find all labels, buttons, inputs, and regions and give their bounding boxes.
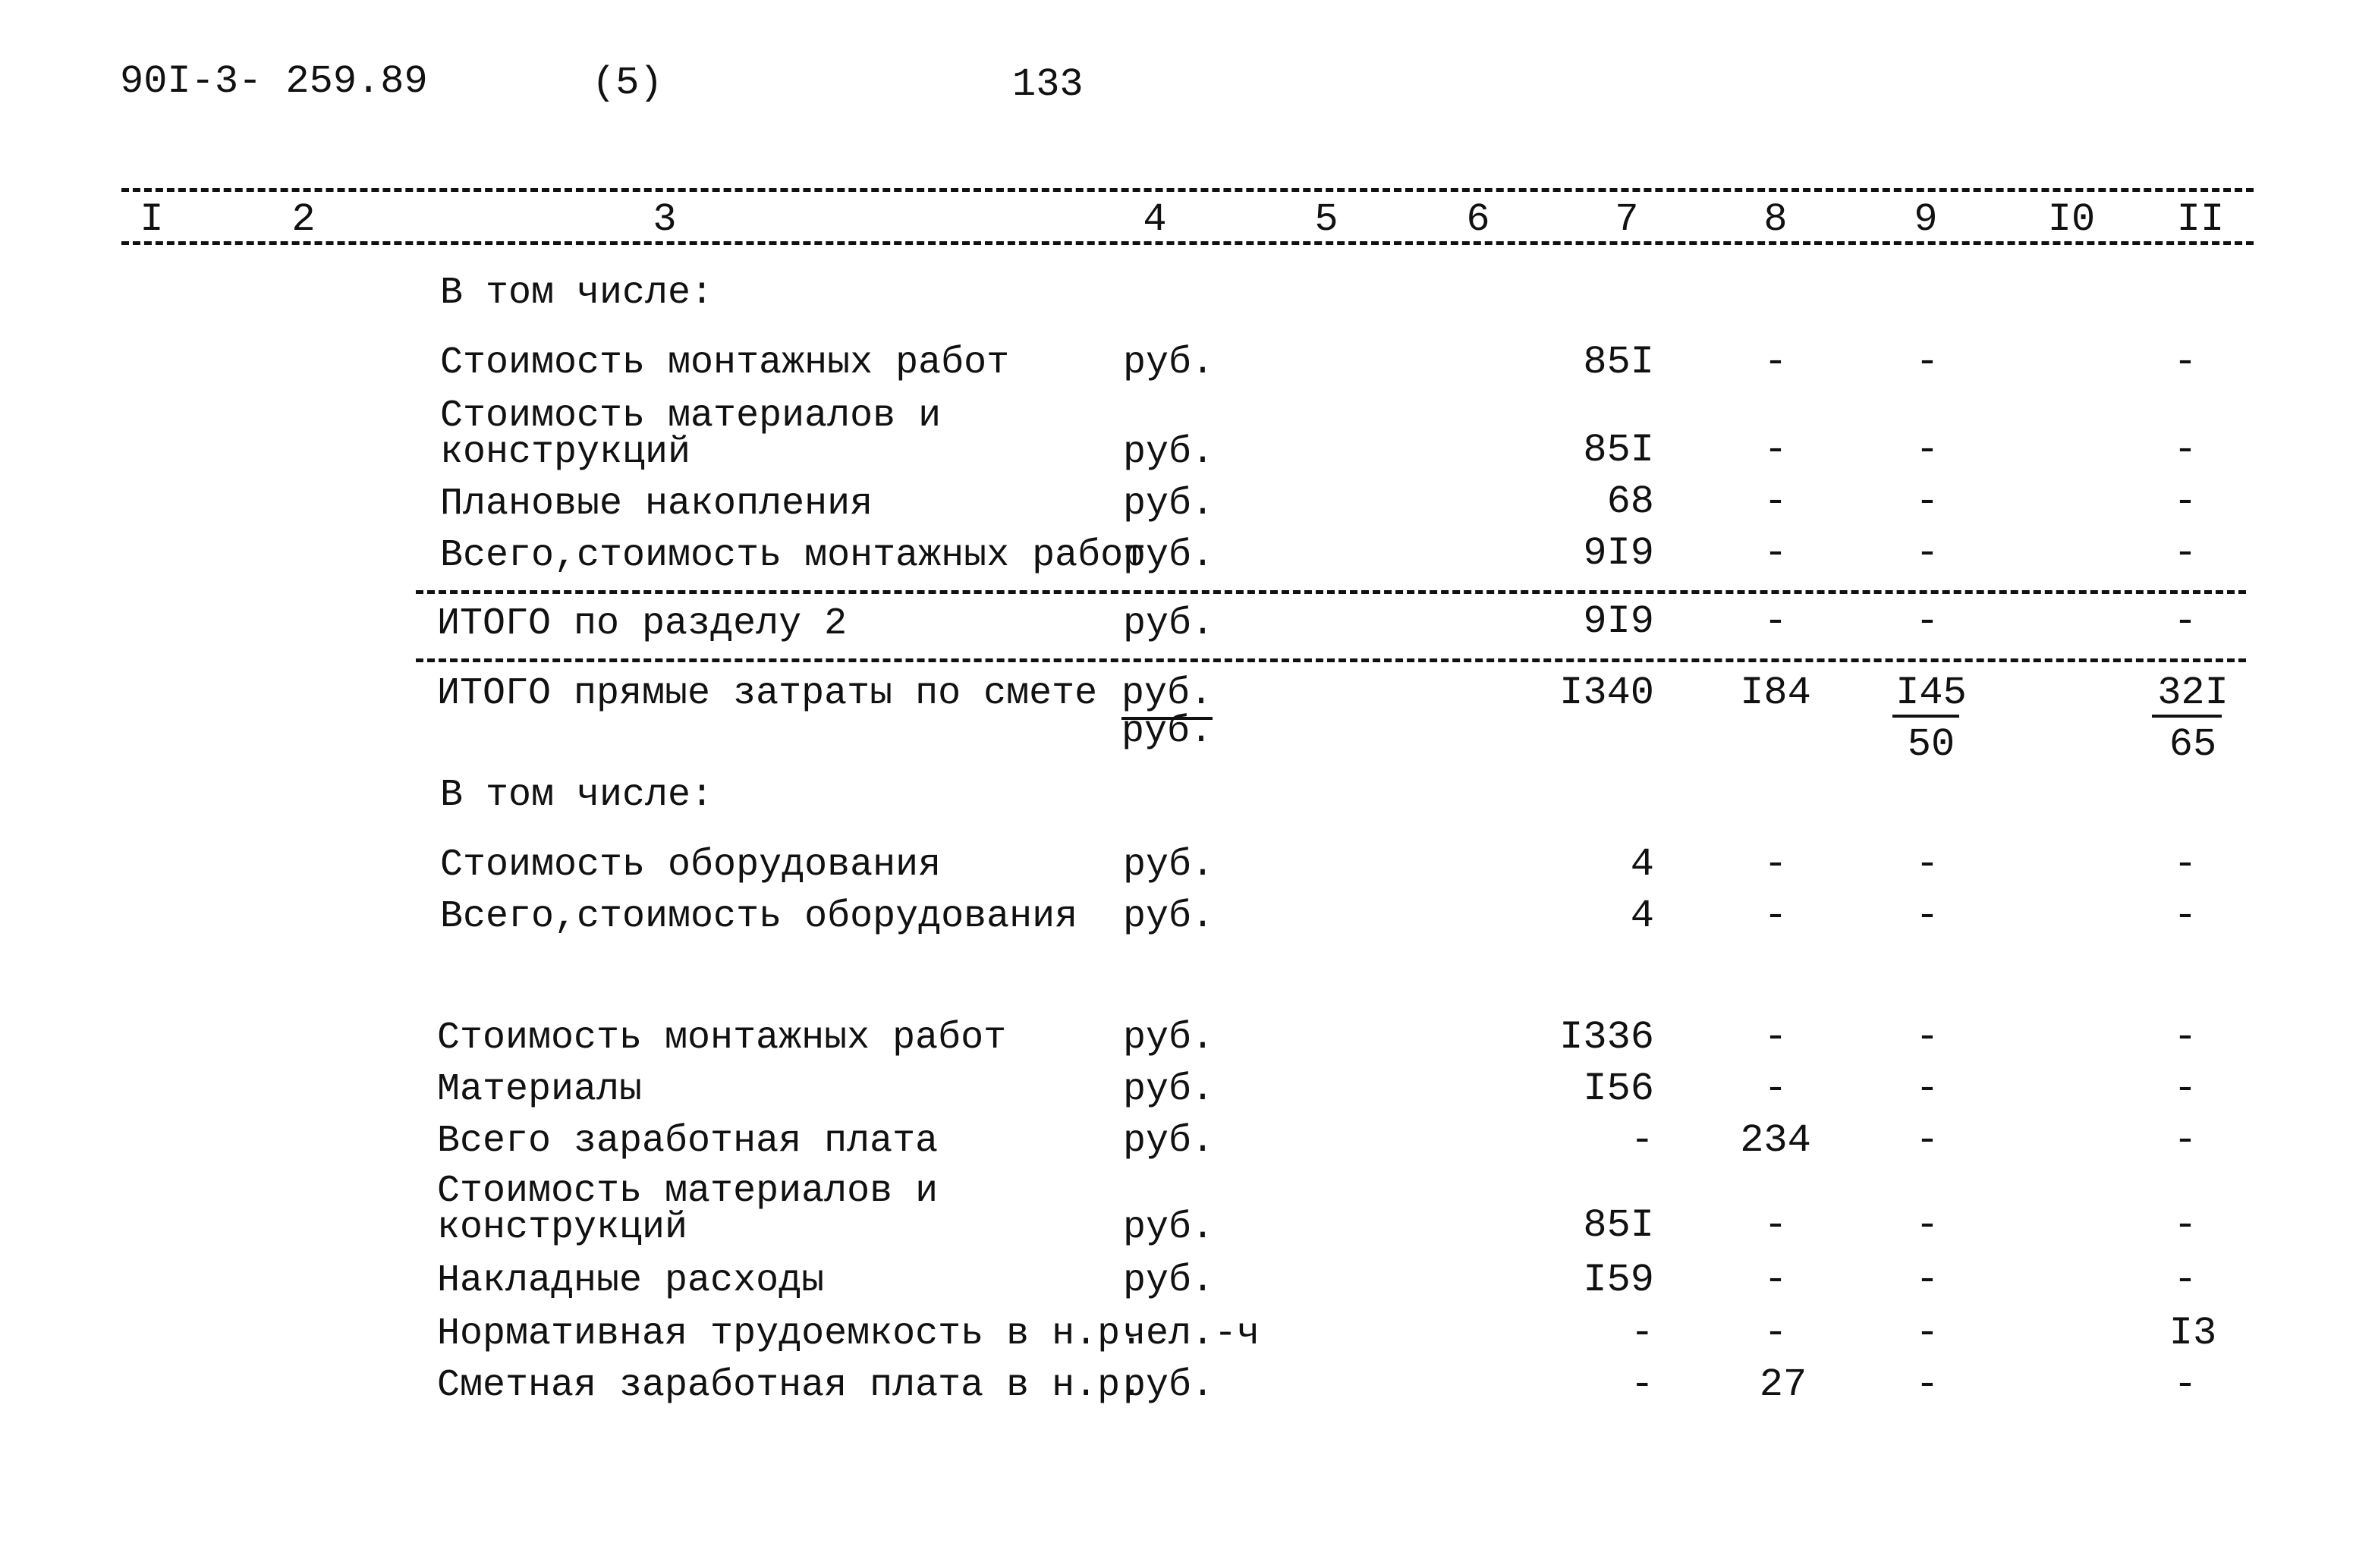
cell-col7: I336	[1559, 1015, 1654, 1060]
cell-col8: 234	[1740, 1118, 1811, 1163]
cell-col9: -	[1915, 1067, 1939, 1111]
cell-col11: -	[2173, 1203, 2197, 1248]
cell-col7: 68	[1606, 479, 1654, 524]
cell-col9: -	[1915, 340, 1939, 385]
row-unit: руб.	[1123, 534, 1215, 577]
cell-col7: 4	[1630, 894, 1654, 938]
cell-col7: -	[1630, 1362, 1654, 1407]
cell-col8: -	[1763, 1067, 1788, 1111]
cell-col9: -	[1915, 1203, 1939, 1248]
section-divider	[416, 658, 2246, 662]
row-label: Стоимость материалов и	[440, 394, 942, 438]
row-unit: руб.	[1123, 1364, 1215, 1407]
cell-col9: -	[1915, 599, 1939, 644]
cell-col11-numerator: 32I	[2157, 671, 2229, 715]
document-part: (5)	[592, 61, 663, 105]
cell-col11: -	[2173, 1258, 2197, 1302]
cell-col7: I340	[1559, 671, 1654, 715]
cell-col7: -	[1630, 1118, 1654, 1163]
column-header-4: 4	[1143, 197, 1167, 242]
cell-col11: -	[2173, 1362, 2197, 1407]
cell-col8: 27	[1759, 1362, 1807, 1407]
row-label: Всего заработная плата	[437, 1120, 939, 1163]
column-header-2: 2	[291, 197, 316, 242]
row-label: Сметная заработная плата в н.р.	[437, 1364, 1143, 1407]
cell-col8: -	[1763, 479, 1788, 524]
row-unit: чел.-ч	[1123, 1312, 1260, 1356]
cell-col7: 85I	[1583, 340, 1654, 385]
fraction-bar	[1892, 715, 1959, 718]
row-unit-denominator: руб.	[1121, 710, 1213, 753]
cell-col9: -	[1915, 428, 1939, 473]
cell-col7: 85I	[1583, 1203, 1654, 1248]
row-unit: руб.	[1123, 1017, 1215, 1060]
cell-col7: 4	[1630, 842, 1654, 887]
cell-col7: -	[1630, 1311, 1654, 1356]
cell-col8: -	[1763, 1311, 1788, 1356]
section-divider	[416, 590, 2246, 594]
cell-col8: -	[1763, 340, 1788, 385]
row-label: Плановые накопления	[440, 482, 873, 526]
cell-col9: -	[1915, 479, 1939, 524]
cell-col7: 9I9	[1583, 599, 1654, 644]
column-header-top-rule	[121, 188, 2254, 192]
cell-col11: -	[2173, 1067, 2197, 1111]
cell-col11: -	[2173, 531, 2197, 576]
cell-col9: -	[1915, 1362, 1939, 1407]
cell-col9: -	[1915, 1311, 1939, 1356]
cell-col9: -	[1915, 531, 1939, 576]
cell-col8: -	[1763, 1015, 1788, 1060]
row-label: ИТОГО по разделу 2	[437, 602, 848, 646]
row-unit: руб.	[1123, 431, 1215, 474]
column-header-3: 3	[653, 197, 677, 242]
column-header-8: 8	[1763, 197, 1788, 242]
row-unit: руб.	[1123, 1120, 1215, 1163]
cell-col9: -	[1915, 1118, 1939, 1163]
cell-col8: -	[1763, 531, 1788, 576]
cell-col8: I84	[1740, 671, 1811, 715]
section-label: В том числе:	[440, 774, 714, 817]
fraction-bar	[2152, 715, 2222, 718]
row-label-continuation: конструкций	[437, 1206, 688, 1249]
section-label: В том числе:	[440, 272, 714, 315]
cell-col8: -	[1763, 842, 1788, 887]
cell-col8: -	[1763, 1258, 1788, 1302]
cell-col9: -	[1915, 894, 1939, 938]
row-label: Стоимость материалов и	[437, 1170, 939, 1213]
column-header-bottom-rule	[121, 241, 2254, 245]
cell-col9: -	[1915, 1015, 1939, 1060]
row-unit: руб.	[1123, 602, 1215, 646]
cell-col11: -	[2173, 1015, 2197, 1060]
column-header-6: 6	[1466, 197, 1490, 242]
document-code: 90I-3- 259.89	[120, 59, 428, 104]
row-label: Стоимость монтажных работ	[440, 341, 1010, 385]
cell-col8: -	[1763, 894, 1788, 938]
column-header-10: I0	[2047, 197, 2096, 242]
row-unit: руб.	[1123, 341, 1215, 385]
row-unit	[1121, 672, 1213, 715]
row-label-continuation: конструкций	[440, 431, 691, 474]
cell-col8: -	[1763, 599, 1788, 644]
cell-col11: -	[2173, 894, 2197, 938]
row-unit: руб.	[1123, 482, 1215, 526]
row-label: Нормативная трудоемкость в н.р.	[437, 1312, 1143, 1356]
cell-col9-numerator: I45	[1895, 671, 1967, 715]
row-label: Стоимость монтажных работ	[437, 1017, 1007, 1060]
cell-col11: -	[2173, 1118, 2197, 1163]
row-unit-numerator: руб.	[1121, 672, 1213, 720]
row-unit: руб.	[1123, 844, 1215, 887]
row-unit: руб.	[1123, 1206, 1215, 1249]
row-label: Стоимость оборудования	[440, 844, 942, 887]
page-number: 133	[1012, 62, 1084, 107]
cell-col8: -	[1763, 1203, 1788, 1248]
cell-col7: 9I9	[1583, 531, 1654, 576]
cell-col11: -	[2173, 428, 2197, 473]
column-header-1: I	[140, 197, 164, 242]
cell-col11: -	[2173, 599, 2197, 644]
cell-col9-denominator: 50	[1907, 722, 1955, 767]
column-header-11: II	[2176, 197, 2225, 242]
cell-col7: I56	[1583, 1067, 1654, 1111]
column-header-9: 9	[1914, 197, 1938, 242]
cell-col11-denominator: 65	[2169, 722, 2217, 767]
cell-col11: -	[2173, 842, 2197, 887]
cell-col9: -	[1915, 842, 1939, 887]
cell-col9: -	[1915, 1258, 1939, 1302]
row-label: ИТОГО прямые затраты по смете	[437, 672, 1098, 715]
cell-col11: I3	[2169, 1311, 2217, 1356]
row-label: Материалы	[437, 1068, 643, 1111]
row-label: Всего,стоимость монтажных работ	[440, 534, 1147, 577]
column-header-5: 5	[1314, 197, 1338, 242]
cell-col7: I59	[1583, 1258, 1654, 1302]
cell-col11: -	[2173, 479, 2197, 524]
cell-col7: 85I	[1583, 428, 1654, 473]
row-label: Накладные расходы	[437, 1259, 825, 1302]
row-unit: руб.	[1123, 895, 1215, 938]
row-label: Всего,стоимость оборудования	[440, 895, 1078, 938]
cell-col11: -	[2173, 340, 2197, 385]
cell-col8: -	[1763, 428, 1788, 473]
row-unit: руб.	[1123, 1068, 1215, 1111]
row-unit: руб.	[1123, 1259, 1215, 1302]
column-header-7: 7	[1615, 197, 1639, 242]
